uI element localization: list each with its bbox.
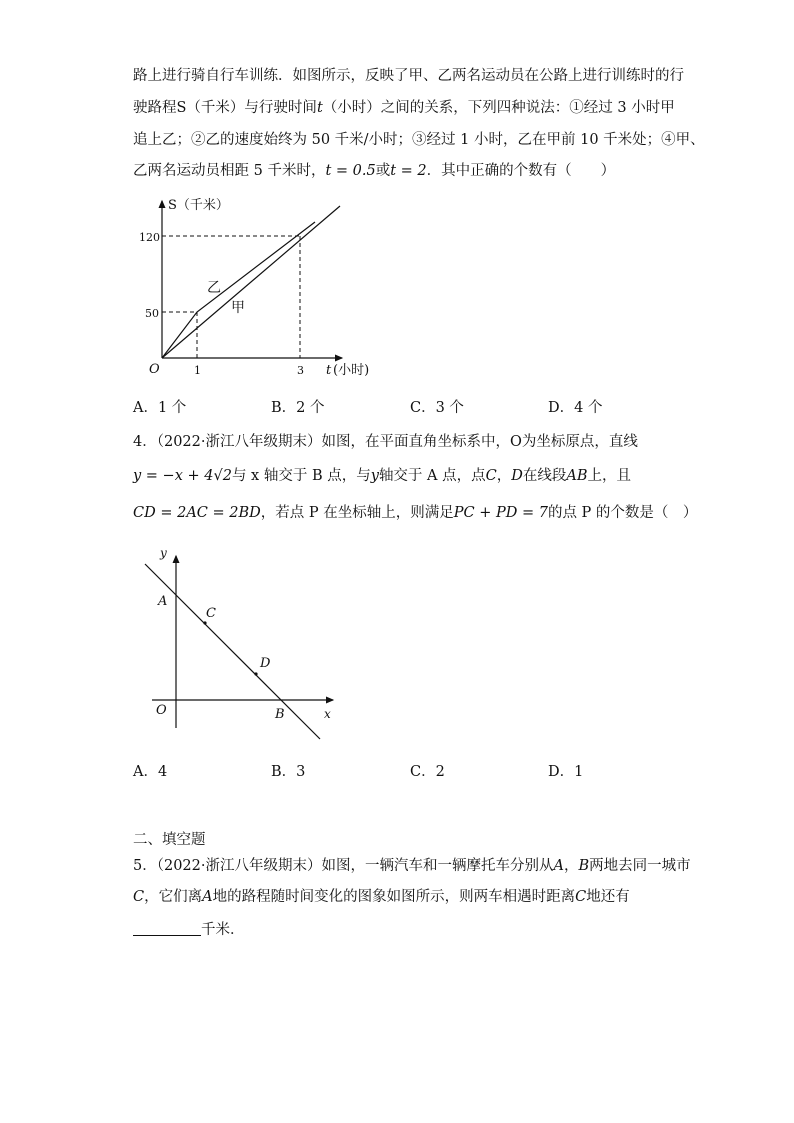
section-title-fill-in: 二、填空题 — [133, 832, 206, 848]
q4-text-line-3: CD = 2AC = 2BD，若点 P 在坐标轴上，则满足PC + PD = 7的点 P 的个数是（ ） — [133, 505, 698, 521]
q3-x-axis-var: t — [326, 363, 332, 378]
q3-text-line-3: 追上乙；②乙的速度始终为 50 千米/小时；③经过 1 小时，乙在甲前 10 千米处；④甲、 — [133, 132, 705, 148]
q5-text-line-3: 千米． — [133, 920, 245, 940]
q4-label-c: C — [206, 606, 216, 621]
q3-line-jia — [162, 206, 340, 358]
q3-text-line-2: 驶路程S（千米）与行驶时间t（小时）之间的关系，下列四种说法：①经过 3 小时甲 — [133, 100, 675, 116]
q5-text-line-1: 5．（2022·浙江八年级期末）如图，一辆汽车和一辆摩托车分别从A，B两地去同一城市 — [133, 858, 691, 874]
q3-option-a[interactable]: A．1 个 — [133, 400, 187, 416]
q4-option-d[interactable]: D．1 — [548, 764, 584, 780]
q3-label-yi: 乙 — [207, 280, 221, 296]
q3-label-jia: 甲 — [231, 300, 245, 316]
q4-coordinate-graph — [140, 540, 340, 745]
q3-origin: O — [149, 362, 160, 377]
q3-x-axis-unit: (小时) — [333, 363, 370, 378]
q4-label-a: A — [158, 594, 168, 609]
q4-point-c — [203, 621, 206, 624]
q3-tick-1: 1 — [194, 364, 201, 377]
q3-option-d[interactable]: D．4 个 — [548, 400, 603, 416]
q5-text-line-2: C，它们离A地的路程随时间变化的图象如图所示，则两车相遇时距离C地还有 — [133, 889, 630, 905]
q4-option-c[interactable]: C．2 — [410, 764, 445, 780]
q4-option-a[interactable]: A．4 — [133, 764, 168, 780]
q4-label-d: D — [260, 656, 271, 671]
q3-option-b[interactable]: B．2 个 — [271, 400, 325, 416]
q3-text-line-1: 路上进行骑自行车训练．如图所示，反映了甲、乙两名运动员在公路上进行训练时的行 — [133, 68, 684, 84]
q3-y-axis-label: S（千米） — [168, 198, 229, 213]
q3-line-yi — [162, 222, 315, 358]
q5-answer-blank[interactable] — [133, 921, 201, 936]
q4-point-d — [254, 672, 257, 675]
q4-label-origin: O — [156, 703, 167, 718]
q3-tick-3: 3 — [297, 364, 304, 377]
q4-text-line-1: 4．（2022·浙江八年级期末）如图，在平面直角坐标系中，O为坐标原点，直线 — [133, 434, 638, 450]
q4-text-line-2: y = −x + 4√2与 x 轴交于 B 点，与y轴交于 A 点，点C，D在线段AB上，且 — [133, 468, 632, 484]
q3-tick-120: 120 — [139, 231, 160, 244]
q4-label-b: B — [275, 707, 285, 722]
q4-line-ab — [145, 564, 320, 739]
q4-option-b[interactable]: B．3 — [271, 764, 306, 780]
q3-tick-50: 50 — [145, 307, 159, 320]
q3-option-c[interactable]: C．3 个 — [410, 400, 464, 416]
q4-label-x: x — [324, 707, 331, 721]
q3-text-line-4: 乙两名运动员相距 5 千米时，t = 0.5或t = 2．其中正确的个数有（ ） — [133, 163, 616, 179]
q3-distance-time-graph — [125, 190, 385, 385]
q4-label-y: y — [160, 546, 167, 560]
